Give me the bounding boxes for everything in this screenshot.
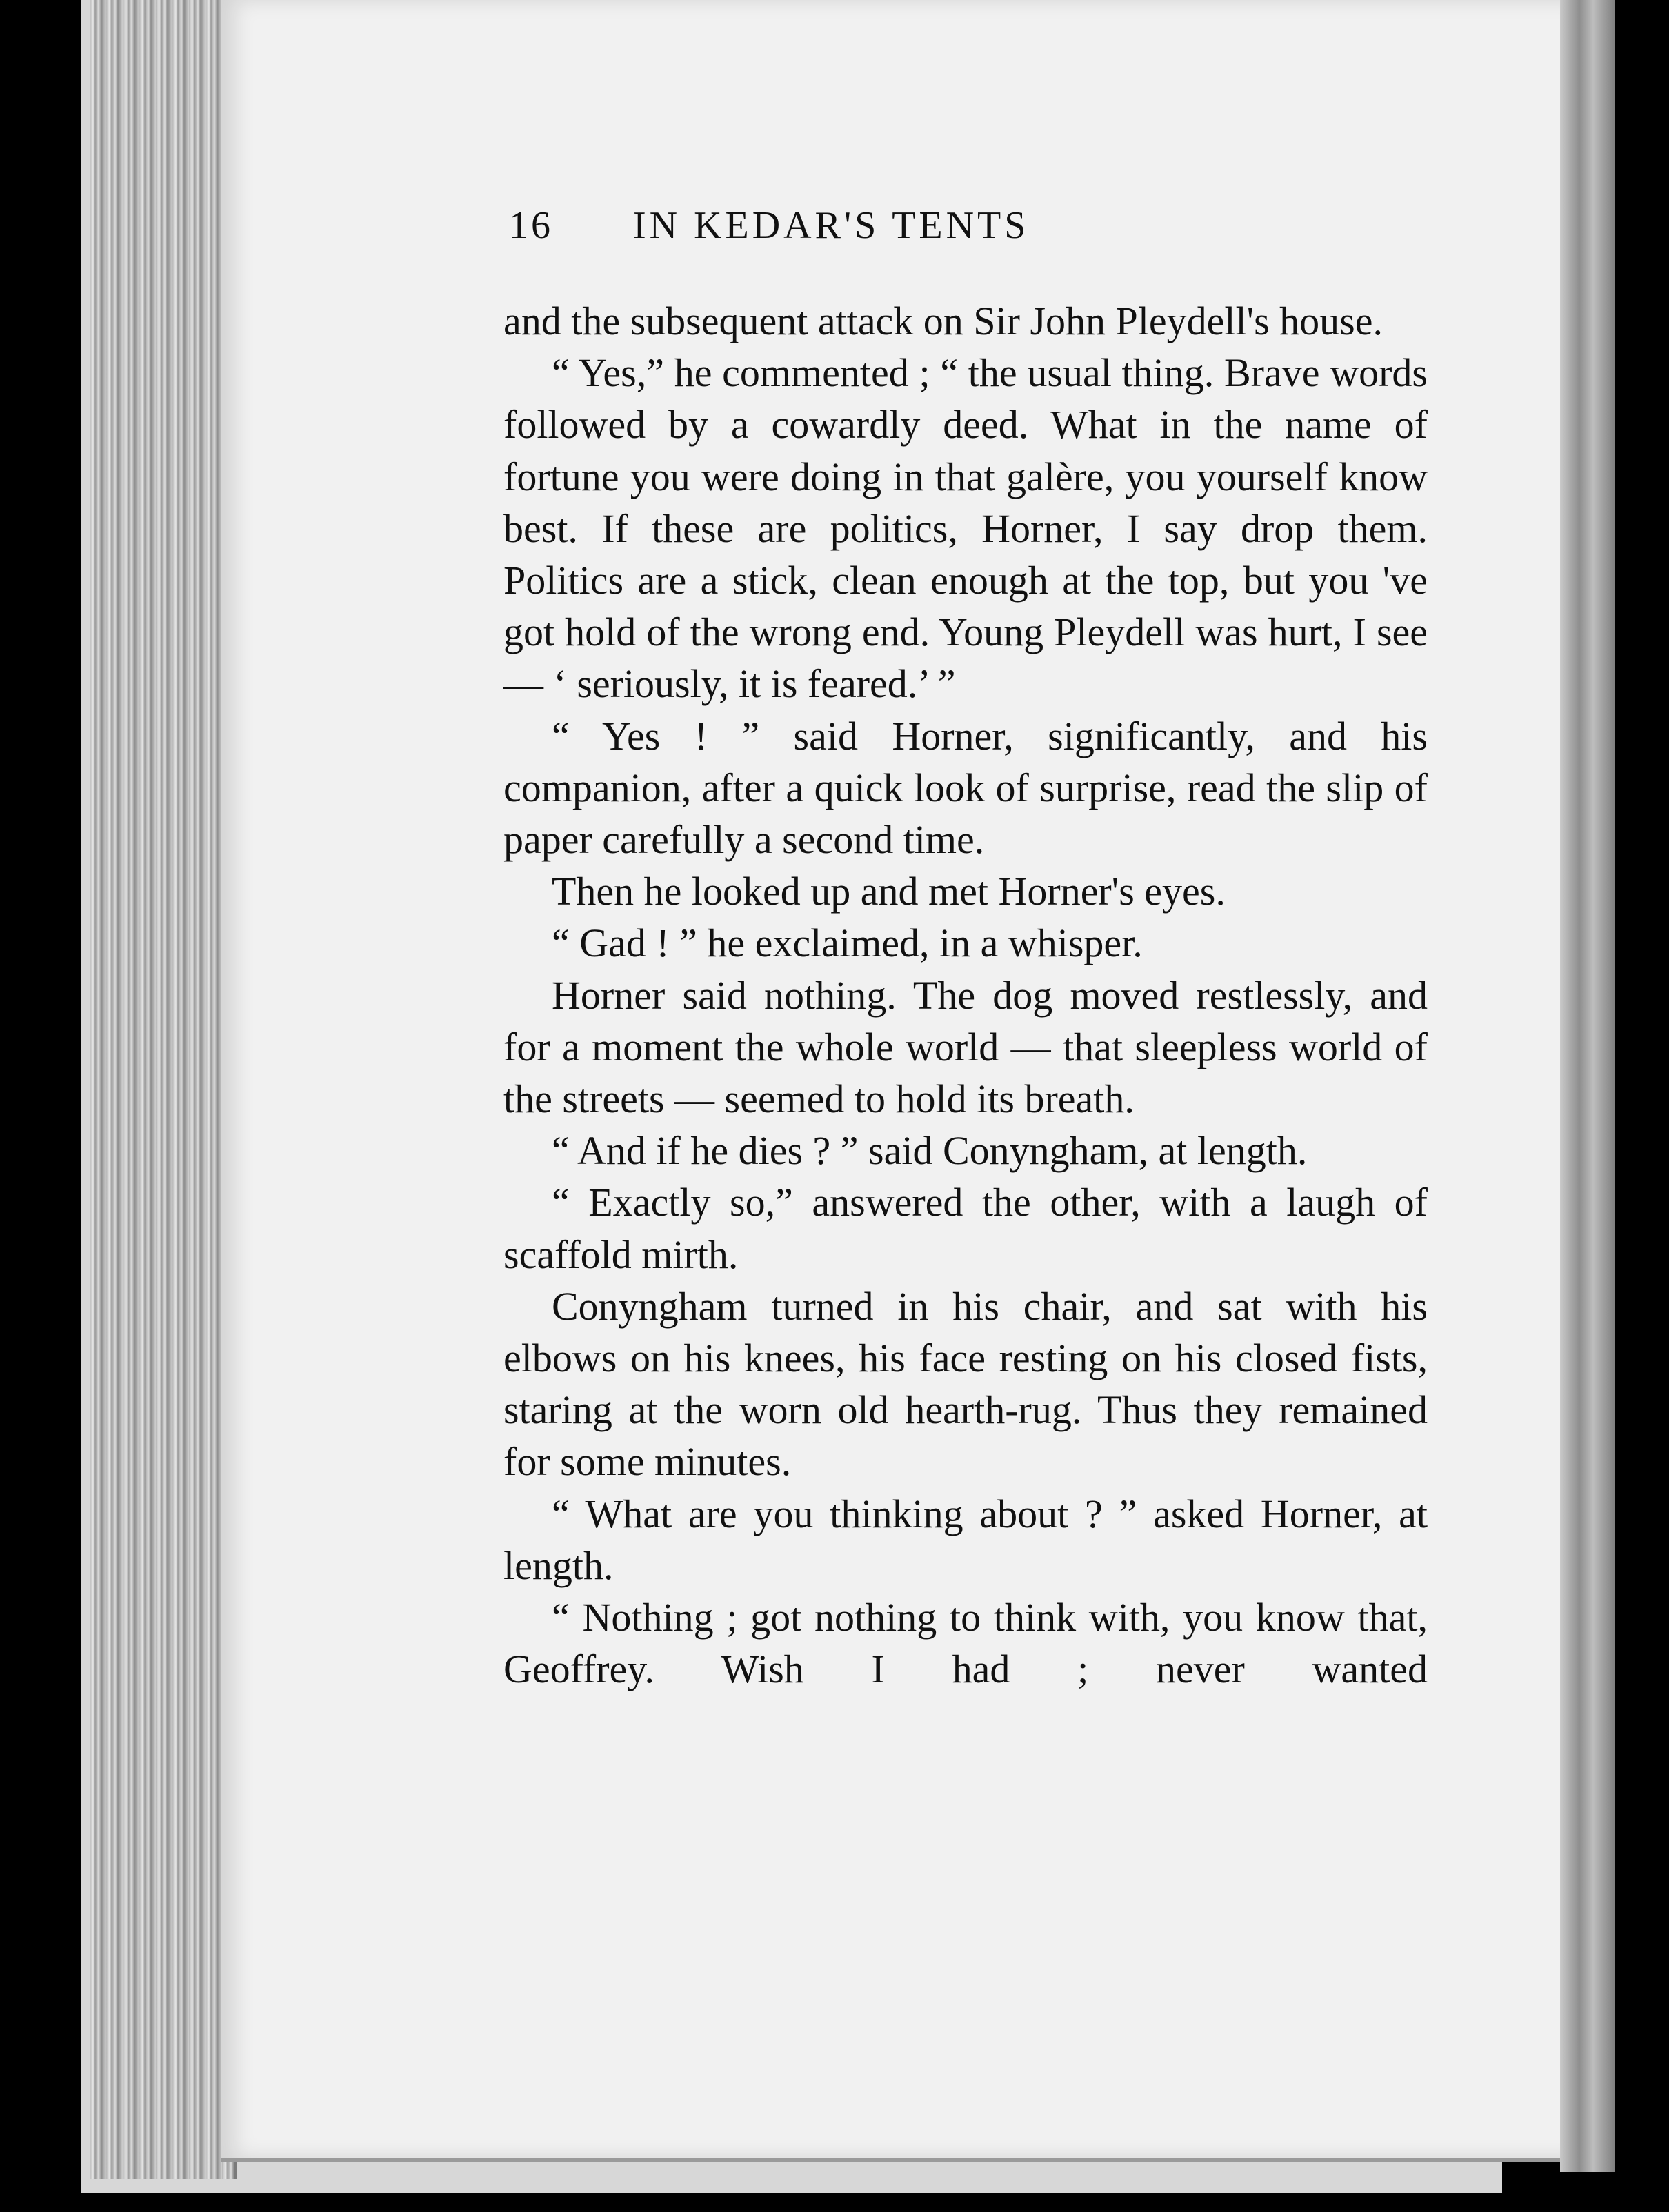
paragraph: Horner said nothing. The dog moved restlessly, and for a moment the whole world — that sleepless world of the streets — seemed to hold its breath. [503,972,1428,1122]
paragraph: Conyngham turned in his chair, and sat with his elbows on his knees, his face resting on his closed fists, staring at the worn old hearth-rug. Thus they remained for some minutes. [503,1283,1428,1485]
paragraph: and the subsequent attack on Sir John Pleydell's house. [503,299,1383,343]
paragraph: “ Exactly so,” answered the other, with a laugh of scaffold mirth. [503,1180,1428,1277]
paragraph: “ Yes,” he commented ; “ the usual thing. Brave words followed by a cowardly deed. What in the name of fortune you were doing in that galère, you yourself know best. If these are politics, Horner, I say drop them. Politics are a stick, clean enough at the top, but you 've got hold of the wrong end. Young Pleydell was hurt, I see — ‘ seriously, it is feared.’ ” [503,350,1428,707]
running-head [509,203,1199,248]
paragraph: “ Gad ! ” he exclaimed, in a whisper. [552,921,1143,966]
paragraph: “ Yes ! ” said Horner, significantly, and his companion, after a quick look of surprise, read the slip of paper carefully a second time. [503,713,1428,863]
paragraph: “ And if he dies ? ” said Conyngham, at length. [552,1128,1308,1174]
right-page-edge [1560,0,1615,2172]
paragraph: Then he looked up and met Horner's eyes. [552,869,1226,914]
page-edges [90,0,237,2179]
paragraph: “ What are you thinking about ? ” asked Horner, at length. [503,1491,1428,1588]
page-number: 16 [509,204,553,247]
running-title: IN KEDAR'S TENTS [633,204,1030,247]
page-text [503,295,1428,1695]
paragraph: “ Nothing ; got nothing to think with, you know that, Geoffrey. Wish I had ; never wanted [503,1595,1428,1692]
